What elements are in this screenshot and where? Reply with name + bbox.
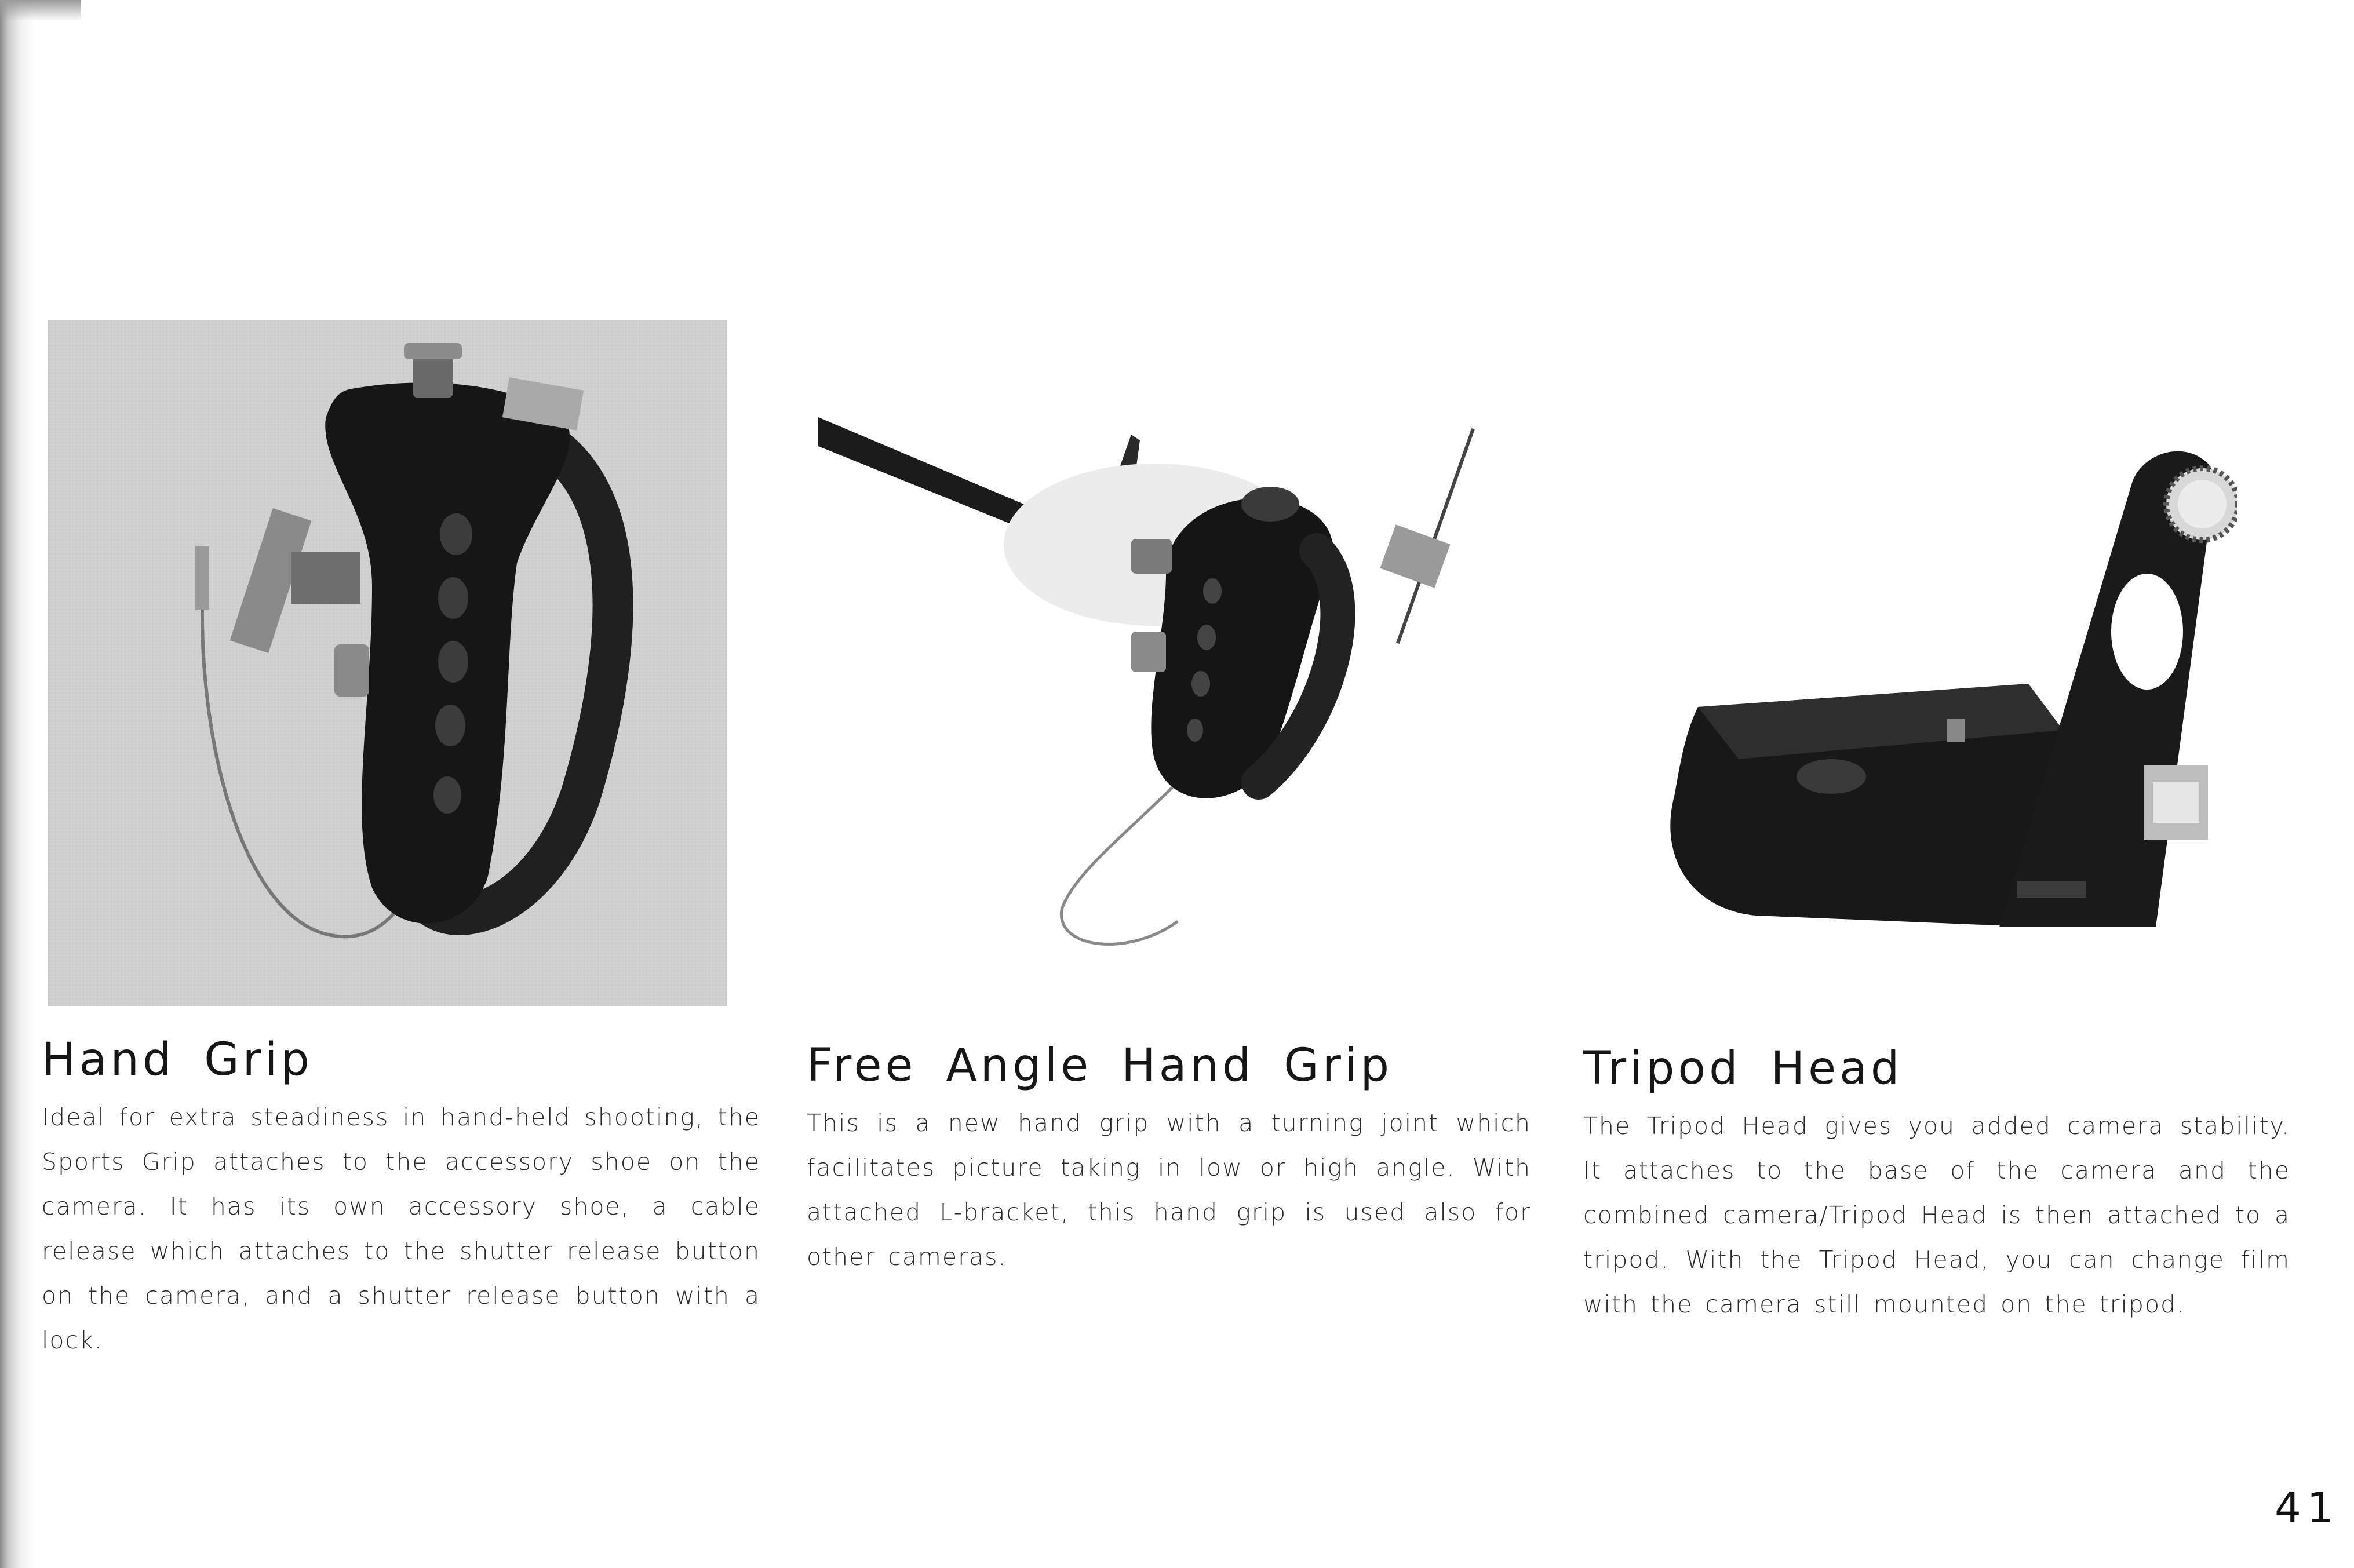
section-title: Hand Grip <box>42 1034 313 1086</box>
section-free-angle-hand-grip <box>807 1040 1531 1279</box>
hand-grip-illustration <box>48 320 727 1006</box>
tripod-head-photo <box>1623 417 2237 956</box>
page-corner-shadow <box>0 0 81 21</box>
tripod-head-illustration <box>1623 417 2237 956</box>
section-tripod-head <box>1583 1042 2290 1327</box>
section-title: Tripod Head <box>1583 1042 1903 1095</box>
page-number: 41 <box>2275 1483 2340 1532</box>
page-edge-shadow <box>0 0 35 1568</box>
hand-grip-photo <box>48 320 727 1006</box>
section-body: The Tripod Head gives you added camera stability. It attaches to the base of the camera and the combined camera/Tripod Head is then attached to a tripod. With the Tripod Head, you can change film with the camera still mounted on the tripod. <box>1583 1112 2290 1318</box>
section-body: Ideal for extra steadiness in hand-held shooting, the Sports Grip attaches to the accessory shoe on the camera. It has its own accessory shoe, a cable release which attaches to the shutter release button on the camera, and a shutter release button with a lock. <box>42 1103 760 1354</box>
section-body: This is a new hand grip with a turning joint which facilitates picture taking in low or high angle. With attached L-bracket, this hand grip is used also for other cameras. <box>807 1109 1531 1271</box>
free-angle-hand-grip-illustration <box>807 400 1502 968</box>
free-angle-hand-grip-photo <box>807 400 1502 968</box>
section-hand-grip <box>42 1034 760 1363</box>
section-title: Free Angle Hand Grip <box>807 1040 1393 1092</box>
